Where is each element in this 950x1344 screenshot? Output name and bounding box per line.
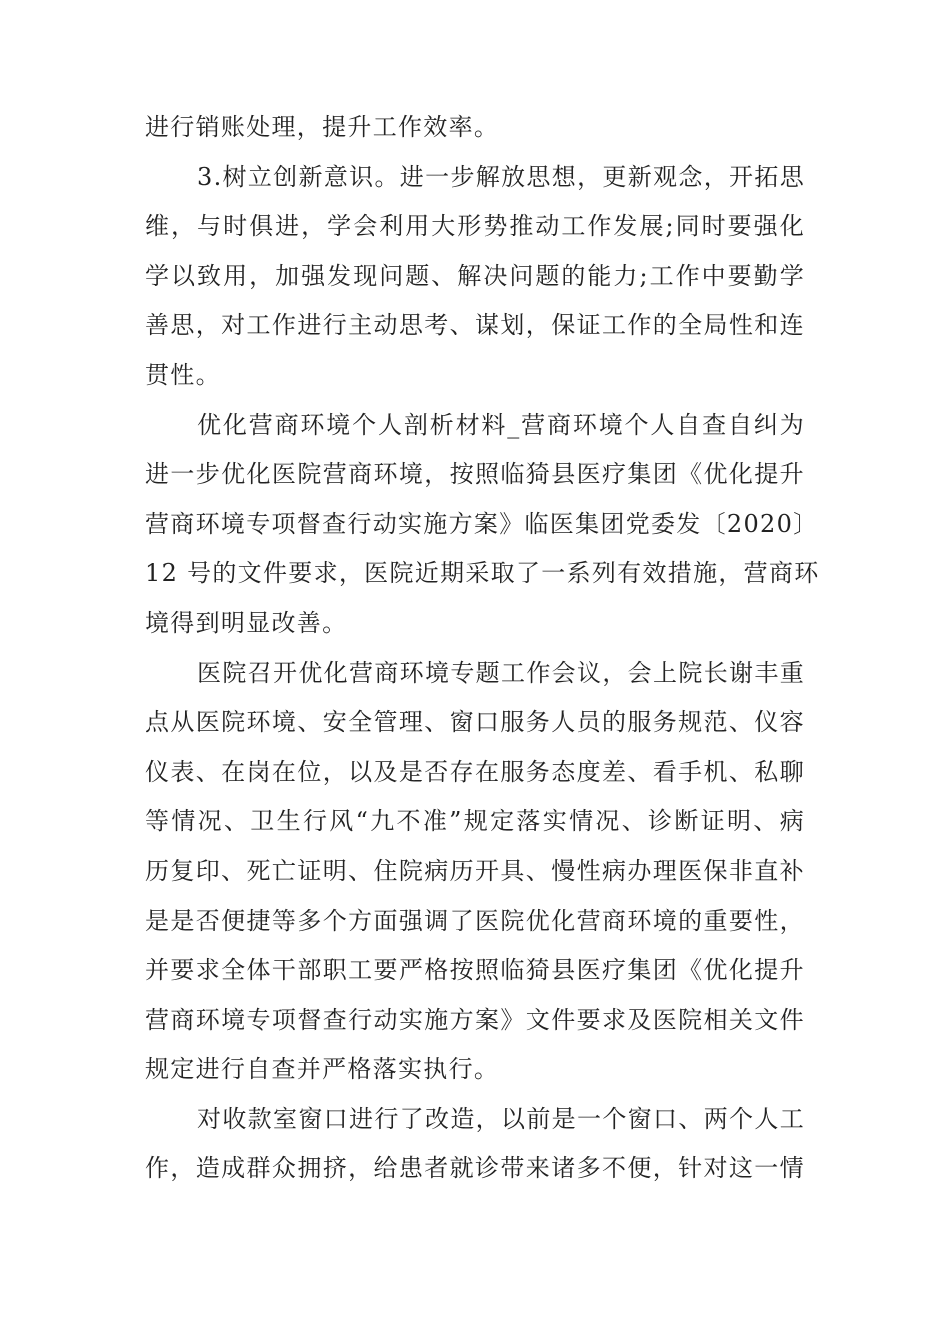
document-body [145,103,820,1194]
text-line: 善思，对工作进行主动思考、谋划，保证工作的全局性和连 [145,311,805,340]
text-line: 历复印、死亡证明、住院病历开具、慢性病办理医保非直补 [145,856,805,885]
text-line: 12 号的文件要求，医院近期采取了一系列有效措施，营商环 [145,559,820,588]
text-line: 进行销账处理，提升工作效率。 [145,113,500,141]
text-line: 境得到明显改善。 [145,608,348,637]
text-line: 3.树立创新意识。进一步解放思想，更新观念，开拓思 [197,162,805,191]
text-line: 维，与时俱进，学会利用大形势推动工作发展;同时要强化 [145,212,805,241]
text-line: 营商环境专项督查行动实施方案》文件要求及医院相关文件 [145,1005,805,1034]
text-line: 医院召开优化营商环境专题工作会议，会上院长谢丰重 [197,658,805,687]
text-line: 营商环境专项督查行动实施方案》临医集团党委发〔2020〕 [145,509,819,538]
text-line: 规定进行自查并严格落实执行。 [145,1055,500,1084]
text-line: 对收款室窗口进行了改造，以前是一个窗口、两个人工 [197,1104,805,1133]
text-line: 等情况、卫生行风“九不准”规定落实情况、诊断证明、病 [145,807,805,836]
text-line: 是是否便捷等多个方面强调了医院优化营商环境的重要性， [145,906,805,935]
text-line: 进一步优化医院营商环境，按照临猗县医疗集团《优化提升 [145,460,805,489]
text-line: 点从医院环境、安全管理、窗口服务人员的服务规范、仪容 [145,708,805,737]
text-line: 优化营商环境个人剖析材料_营商环境个人自查自纠为 [197,410,805,439]
text-line: 学以致用，加强发现问题、解决问题的能力;工作中要勤学 [145,261,805,290]
text-line: 作，造成群众拥挤，给患者就诊带来诸多不便，针对这一情 [145,1154,805,1183]
text-line: 并要求全体干部职工要严格按照临猗县医疗集团《优化提升 [145,956,805,985]
text-line: 仪表、在岗在位，以及是否存在服务态度差、看手机、私聊 [145,757,805,786]
text-line: 贯性。 [145,360,221,389]
